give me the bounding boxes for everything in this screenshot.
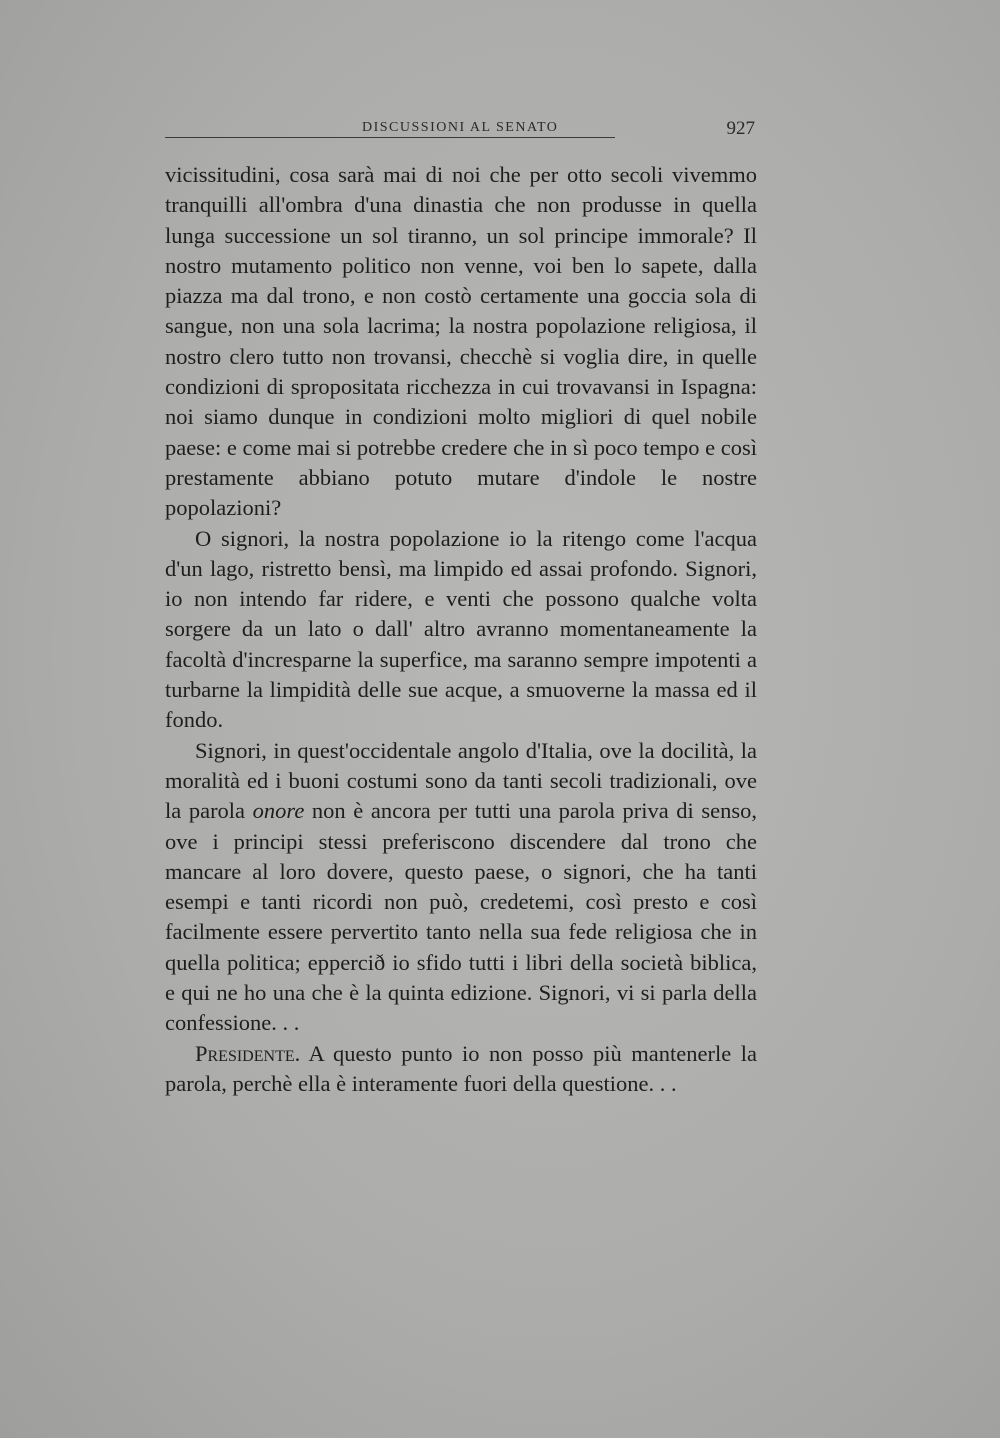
paragraph-3 (165, 736, 757, 1039)
paragraph-2: O signori, la nostra popolazione io la ritengo come l'acqua d'un lago, ristretto bensì, ma limpido ed assai profondo. Signori, io non intendo far ridere, e venti che possono qualche volta sorgere da un lato o dall' altro avranno momentaneamente la facoltà d'incresparne la superfice, ma saranno sempre impotenti a turbarne la limpidità delle sue acque, a smuoverne la massa ed il fondo. (165, 525, 757, 733)
speaker-name: Presidente. (195, 1040, 301, 1066)
paragraph-3-text-before: Signori, in quest'occidentale angolo d'Italia, ove la docilità, la moralità ed i buoni costumi sono da tanti secoli tradizionali, ove la parola (165, 737, 757, 824)
running-head: DISCUSSIONI AL SENATO (362, 120, 559, 135)
speaker-remark: A questo punto io non posso più mantenerle la parola, perchè ella è interamente fuori della questione. . . (165, 1040, 757, 1096)
header-rule (165, 137, 615, 138)
body-text (165, 160, 757, 1099)
paragraph-3-text-after: non è ancora per tutti una parola priva di senso, ove i principi stessi preferiscono discendere dal trono che mancare al loro dovere, questo paese, o signori, che ha tanti esempi e tanti ricordi non può, credetemi, così presto e così facilmente essere pervertito tanto nella sua fede religiosa che in quella politica; eppercið io sfido tutti i libri della società biblica, e qui ne ho una che è la quinta edizione. Signori, vi si parla della confessione. . . (165, 798, 757, 1036)
paragraph-4 (165, 1039, 757, 1100)
page-number: 927 (726, 118, 755, 139)
paragraph-1: vicissitudini, cosa sarà mai di noi che per otto secoli vivemmo tranquilli all'ombra d'una dinastia che non produsse in quella lunga successione un sol tiranno, un sol principe immorale? Il nostro mutamento politico non venne, voi ben lo sapete, dalla piazza ma dal trono, e non costò certamente una goccia sola di sangue, non una sola lacrima; la nostra popolazione religiosa, il nostro clero tutto non trovansi, checchè si voglia dire, in quelle condizioni di spropositata ricchezza in cui trovavansi in Ispagna: noi siamo dunque in condizioni molto migliori di quel nobile paese: e come mai si potrebbe credere che in sì poco tempo e così prestamente abbiano potuto mutare d'indole le nostre popolazioni? (165, 162, 757, 521)
page-header (165, 118, 755, 148)
emphasized-word: onore (252, 798, 305, 824)
